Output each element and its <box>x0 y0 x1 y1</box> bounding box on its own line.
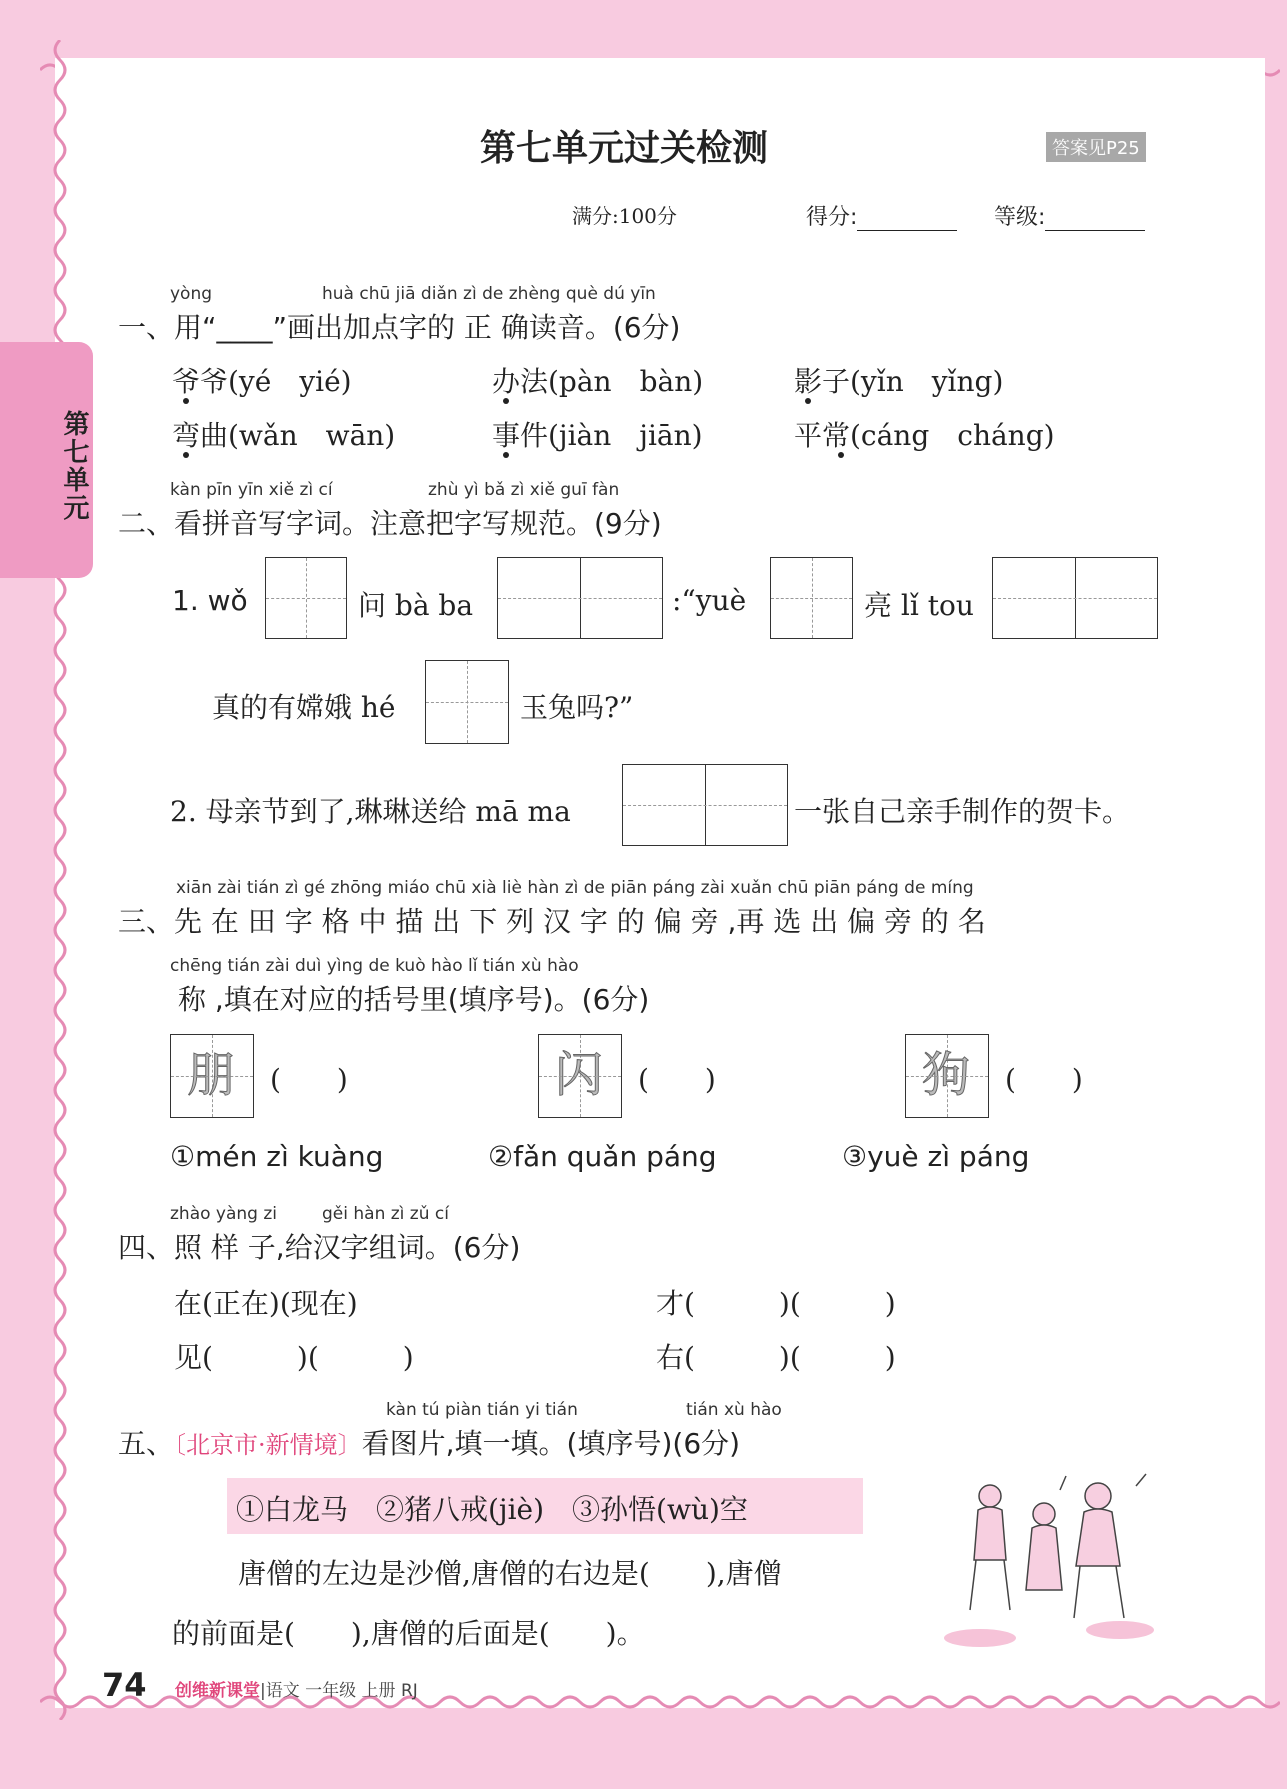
emphasis-dot <box>503 452 509 458</box>
q5-heading <box>118 1422 740 1462</box>
page-number: 74 <box>102 1666 147 1704</box>
q3-pinyin-2: chēng tián zài duì yìng de kuò hào lǐ tián xù hào <box>170 956 579 976</box>
q4-pinyin-a: zhào yàng zi <box>170 1204 278 1224</box>
writing-grid-box[interactable] <box>992 557 1158 639</box>
q2-line1-c: :“yuè <box>672 584 747 617</box>
writing-grid-box[interactable] <box>770 557 853 639</box>
q5-pinyin-b: tián xù hào <box>686 1400 782 1420</box>
q5-pinyin-a: kàn tú piàn tián yi tián <box>386 1400 578 1420</box>
grade-label: 等级: <box>994 205 1046 230</box>
q2-pinyin-a: kàn pīn yīn xiě zì cí <box>170 480 333 500</box>
q3-heading-1: 三、先 在 田 字 格 中 描 出 下 列 汉 字 的 偏 旁 ,再 选 出 偏 旁 的 名 <box>118 905 986 938</box>
writing-grid-box[interactable] <box>497 557 663 639</box>
q1-item[interactable]: 办法(pàn bàn) <box>492 365 704 398</box>
q2-line1-a: 1. wǒ <box>172 584 248 617</box>
q1-item[interactable]: 弯曲(wǎn wān) <box>172 419 396 452</box>
q5-instruction: 看图片,填一填。(填序号)(6分) <box>361 1427 741 1460</box>
q2-line2-a: 真的有嫦娥 hé <box>212 691 396 724</box>
q2-line1-d: 亮 lǐ tou <box>864 589 974 622</box>
q4-heading: 四、照 样 子,给汉字组词。(6分) <box>118 1231 521 1264</box>
answer-reference-badge: 答案见P25 <box>1046 132 1146 162</box>
trace-grid-box[interactable] <box>905 1034 989 1118</box>
writing-grid-box[interactable] <box>425 660 509 744</box>
emphasis-dot <box>838 452 844 458</box>
q1-item[interactable]: 事件(jiàn jiān) <box>492 419 703 452</box>
answer-paren[interactable]: ( ) <box>638 1063 716 1096</box>
word-row[interactable]: 见( )( ) <box>174 1341 414 1374</box>
q1-pinyin-b: huà chū jiā diǎn zì de zhèng què dú yīn <box>322 284 656 304</box>
word-row[interactable]: 才( )( ) <box>656 1287 896 1320</box>
unit-side-tab-label: 第七单元 <box>59 410 89 522</box>
q2-line3-b: 一张自己亲手制作的贺卡。 <box>794 795 1131 828</box>
q5-region-tag: 〔北京市·新情境〕 <box>174 1431 362 1459</box>
grade-blank[interactable] <box>1045 208 1145 231</box>
writing-grid-box[interactable] <box>622 764 788 846</box>
score-blank[interactable] <box>857 208 957 231</box>
footer-course: |语文 一年级 上册 RJ <box>260 1681 418 1701</box>
word-row: 在(正在)(现在) <box>174 1287 358 1320</box>
q2-pinyin-b: zhù yì bǎ zì xiě guī fàn <box>428 480 620 500</box>
q4-pinyin-b: gěi hàn zì zǔ cí <box>322 1204 449 1224</box>
emphasis-dot <box>183 398 189 404</box>
trace-char: 狗 <box>921 1047 970 1103</box>
q5-text-2[interactable]: 的前面是( ),唐僧的后面是( )。 <box>172 1617 645 1650</box>
trace-char: 朋 <box>186 1047 235 1103</box>
trace-grid-box[interactable] <box>538 1034 622 1118</box>
radical-option: ①mén zì kuàng <box>170 1140 384 1173</box>
q5-number: 五、 <box>118 1427 175 1460</box>
q2-line1-b: 问 bà ba <box>358 589 474 622</box>
q5-text-1[interactable]: 唐僧的左边是沙僧,唐僧的右边是( ),唐僧 <box>238 1557 782 1590</box>
emphasis-dot <box>805 398 811 404</box>
q2-line3-a: 2. 母亲节到了,琳琳送给 mā ma <box>170 795 571 828</box>
q1-pinyin-a: yòng <box>170 284 213 304</box>
q3-heading-2: 称 ,填在对应的括号里(填序号)。(6分) <box>178 983 650 1016</box>
footer-brand: 创维新课堂 <box>175 1681 260 1701</box>
unit-side-tab <box>0 342 93 578</box>
trace-char: 闪 <box>554 1047 603 1103</box>
emphasis-dot <box>503 398 509 404</box>
journey-west-illustration <box>940 1470 1160 1650</box>
radical-option: ②fǎn quǎn páng <box>488 1140 717 1173</box>
q1-item[interactable]: 爷爷(yé yié) <box>172 365 352 398</box>
answer-paren[interactable]: ( ) <box>270 1063 348 1096</box>
q1-heading: 一、用“____”画出加点字的 正 确读音。(6分) <box>118 311 681 344</box>
score-label: 得分: <box>806 205 858 230</box>
q2-line2-b: 玉兔吗?” <box>520 691 634 724</box>
choices-text: ①白龙马 ②猪八戒(jiè) ③孙悟(wù)空 <box>236 1493 748 1526</box>
grade-field[interactable] <box>994 200 1145 231</box>
radical-option: ③yuè zì páng <box>842 1140 1030 1173</box>
q3-pinyin-1: xiān zài tián zì gé zhōng miáo chū xià liè hàn zì de piān páng zài xuǎn chū piān páng de míng <box>176 878 974 898</box>
full-score: 满分:100分 <box>572 204 677 228</box>
q2-heading: 二、看拼音写字词。注意把字写规范。(9分) <box>118 507 662 540</box>
trace-grid-box[interactable] <box>170 1034 254 1118</box>
page-title: 第七单元过关检测 <box>480 128 769 169</box>
writing-grid-box[interactable] <box>265 557 347 639</box>
q1-item[interactable]: 影子(yǐn yǐng) <box>794 365 1004 398</box>
q1-item[interactable]: 平常(cáng cháng) <box>794 419 1055 452</box>
footer-info <box>175 1676 418 1701</box>
score-field[interactable] <box>806 200 957 231</box>
word-row[interactable]: 右( )( ) <box>656 1341 896 1374</box>
emphasis-dot <box>183 452 189 458</box>
wavy-border-left <box>40 40 80 1720</box>
answer-paren[interactable]: ( ) <box>1005 1063 1083 1096</box>
